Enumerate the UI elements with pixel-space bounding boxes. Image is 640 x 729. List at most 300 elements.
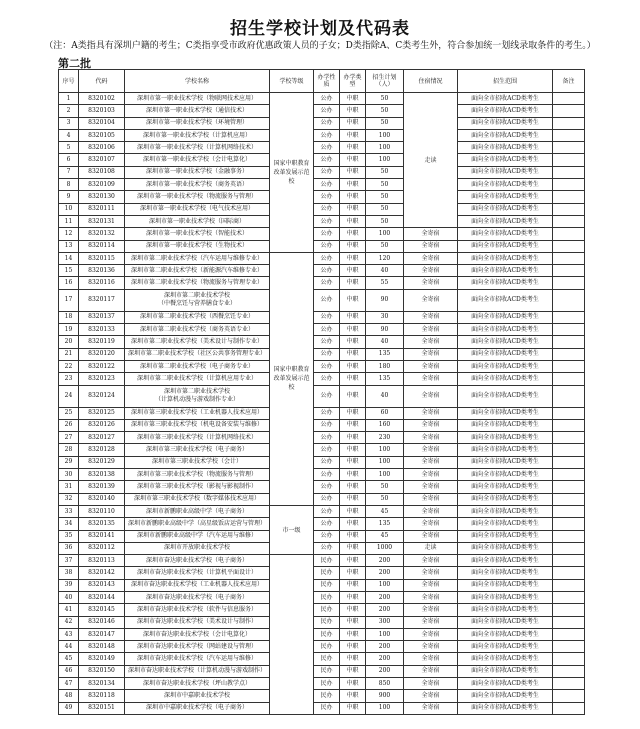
cell-type: 中职 [340,505,366,517]
cell-plan: 55 [366,277,404,289]
table-row [59,591,585,603]
cell-lodging: 全寄宿 [404,653,458,665]
table-row [59,129,585,141]
cell-school: 深圳市奋达职业技术学校（电子商务） [125,555,270,567]
cell-plan: 200 [366,567,404,579]
cell-type: 中职 [340,324,366,336]
cell-plan: 200 [366,641,404,653]
cell-nature: 公办 [314,348,340,360]
table-row [59,432,585,444]
cell-code: 8320151 [79,702,125,714]
cell-no: 23 [59,373,79,385]
cell-no: 14 [59,252,79,264]
cell-school: 深圳市第一职业技术学校（物联网技术应用） [125,93,270,105]
cell-school: 深圳市第二职业技术学校（计算机应用专业） [125,373,270,385]
cell-school: 深圳市第一职业技术学校（物流服务与管理） [125,191,270,203]
cell-nature: 公办 [314,289,340,311]
cell-code: 8320146 [79,616,125,628]
cell-school: 深圳市第二职业技术学校（物流服务与管理专业） [125,277,270,289]
cell-nature: 公办 [314,432,340,444]
cell-lodging: 全寄宿 [404,252,458,264]
cell-school: 深圳市第一职业技术学校（商务英语） [125,179,270,191]
cell-scope: 面向全市招收ACD类考生 [458,215,553,227]
cell-type: 中职 [340,493,366,505]
cell-type: 中职 [340,604,366,616]
cell-code: 8320130 [79,191,125,203]
cell-nature: 公办 [314,336,340,348]
table-row [59,530,585,542]
table-row [59,215,585,227]
table-row [59,542,585,554]
cell-type: 中职 [340,444,366,456]
cell-nature: 民办 [314,678,340,690]
cell-school: 深圳市第二职业技术学校（新能源汽车维修专业） [125,265,270,277]
cell-nature: 公办 [314,228,340,240]
cell-type: 中职 [340,360,366,372]
cell-school: 深圳市第一职业技术学校（环境管理） [125,117,270,129]
cell-type: 中职 [340,348,366,360]
cell-type: 中职 [340,591,366,603]
header-plan: 招生计划（人） [366,70,404,93]
cell-code: 8320150 [79,665,125,677]
cell-remark [553,702,585,714]
table-row [59,373,585,385]
cell-remark [553,641,585,653]
cell-lodging: 走读 [404,93,458,228]
cell-lodging: 全寄宿 [404,481,458,493]
cell-type: 中职 [340,407,366,419]
cell-code: 8320135 [79,518,125,530]
cell-school: 深圳市奋达职业技术学校（软件与信息服务） [125,604,270,616]
cell-nature: 公办 [314,311,340,323]
cell-type: 中职 [340,117,366,129]
cell-lodging: 全寄宿 [404,702,458,714]
cell-grade: 国家中职教育改革发展示范校 [270,252,314,505]
cell-type: 中职 [340,289,366,311]
cell-code: 8320128 [79,444,125,456]
cell-type: 中职 [340,616,366,628]
cell-type: 中职 [340,179,366,191]
cell-nature: 公办 [314,518,340,530]
cell-scope: 面向全市招收ACD类考生 [458,456,553,468]
cell-plan: 200 [366,665,404,677]
cell-plan: 100 [366,444,404,456]
cell-plan: 50 [366,203,404,215]
cell-scope: 面向全市招收ACD类考生 [458,154,553,166]
cell-scope: 面向全市招收ACD类考生 [458,142,553,154]
cell-code: 8320127 [79,432,125,444]
cell-school: 深圳市奋达职业技术学校（汽车运用与维修） [125,653,270,665]
cell-code: 8320125 [79,407,125,419]
cell-nature: 公办 [314,407,340,419]
cell-remark [553,360,585,372]
cell-type: 中职 [340,265,366,277]
cell-lodging: 全寄宿 [404,265,458,277]
cell-nature: 公办 [314,469,340,481]
cell-remark [553,385,585,407]
table-row [59,518,585,530]
cell-plan: 100 [366,469,404,481]
cell-scope: 面向全市招收ACD类考生 [458,542,553,554]
cell-remark [553,228,585,240]
cell-type: 中职 [340,678,366,690]
cell-remark [553,277,585,289]
table-row [59,277,585,289]
cell-code: 8320132 [79,228,125,240]
cell-nature: 公办 [314,373,340,385]
cell-school: 深圳市第一职业技术学校（会计电算化） [125,154,270,166]
cell-remark [553,215,585,227]
cell-scope: 面向全市招收ACD类考生 [458,240,553,252]
cell-type: 中职 [340,653,366,665]
table-row [59,690,585,702]
cell-school: 深圳市奋达职业技术学校（网站建设与管理） [125,641,270,653]
cell-lodging: 全寄宿 [404,324,458,336]
cell-code: 8320103 [79,105,125,117]
header-scope: 招生范围 [458,70,553,93]
cell-remark [553,348,585,360]
cell-code: 8320138 [79,469,125,481]
cell-code: 8320140 [79,493,125,505]
cell-no: 37 [59,555,79,567]
cell-code: 8320148 [79,641,125,653]
cell-nature: 公办 [314,542,340,554]
cell-plan: 50 [366,240,404,252]
cell-lodging: 全寄宿 [404,444,458,456]
cell-school: 深圳市奋达职业技术学校（计算机动漫与游戏制作） [125,665,270,677]
cell-code: 8320123 [79,373,125,385]
cell-school: 深圳市第三职业技术学校（会计） [125,456,270,468]
cell-code: 8320122 [79,360,125,372]
cell-type: 中职 [340,419,366,431]
cell-school: 深圳市第一职业技术学校（电气技术应用） [125,203,270,215]
table-row [59,469,585,481]
cell-school: 深圳市第二职业技术学校（商务英语专业） [125,324,270,336]
cell-school: 深圳市第一职业技术学校（金融事务） [125,166,270,178]
cell-scope: 面向全市招收ACD类考生 [458,567,553,579]
cell-remark [553,579,585,591]
cell-code: 8320105 [79,129,125,141]
cell-plan: 160 [366,419,404,431]
table-row [59,505,585,517]
cell-lodging: 全寄宿 [404,311,458,323]
header-remark: 备注 [553,70,585,93]
table-row [59,653,585,665]
cell-plan: 90 [366,289,404,311]
cell-code: 8320114 [79,240,125,252]
cell-school: 深圳市第三职业技术学校（物流服务与管理） [125,469,270,481]
cell-no: 36 [59,542,79,554]
cell-no: 46 [59,665,79,677]
cell-no: 11 [59,215,79,227]
cell-code: 8320147 [79,628,125,640]
cell-no: 28 [59,444,79,456]
cell-nature: 民办 [314,567,340,579]
cell-no: 24 [59,385,79,407]
table-row [59,419,585,431]
cell-remark [553,469,585,481]
cell-school: 深圳市奋达职业技术学校（美术设计与制作） [125,616,270,628]
cell-code: 8320131 [79,215,125,227]
cell-nature: 民办 [314,641,340,653]
cell-nature: 公办 [314,215,340,227]
table-row [59,678,585,690]
header-no: 序号 [59,70,79,93]
cell-type: 中职 [340,129,366,141]
cell-no: 34 [59,518,79,530]
cell-scope: 面向全市招收ACD类考生 [458,348,553,360]
cell-school: 深圳市第一职业技术学校（生物技术） [125,240,270,252]
cell-remark [553,311,585,323]
cell-remark [553,324,585,336]
cell-code: 8320124 [79,385,125,407]
cell-code: 8320106 [79,142,125,154]
table-row [59,348,585,360]
cell-nature: 公办 [314,154,340,166]
cell-code: 8320144 [79,591,125,603]
cell-code: 8320126 [79,419,125,431]
cell-remark [553,444,585,456]
cell-school: 深圳市第二职业技术学校（汽车运用与维修专业） [125,252,270,264]
header-code: 代码 [79,70,125,93]
cell-code: 8320110 [79,505,125,517]
cell-type: 中职 [340,469,366,481]
cell-type: 中职 [340,191,366,203]
cell-scope: 面向全市招收ACD类考生 [458,493,553,505]
cell-nature: 民办 [314,653,340,665]
cell-remark [553,93,585,105]
cell-lodging: 全寄宿 [404,360,458,372]
cell-type: 中职 [340,215,366,227]
cell-no: 13 [59,240,79,252]
table-row [59,407,585,419]
cell-scope: 面向全市招收ACD类考生 [458,277,553,289]
cell-type: 中职 [340,228,366,240]
cell-nature: 民办 [314,702,340,714]
cell-scope: 面向全市招收ACD类考生 [458,93,553,105]
cell-scope: 面向全市招收ACD类考生 [458,432,553,444]
cell-no: 29 [59,456,79,468]
cell-school: 深圳市中嘉职业技术学校（电子商务） [125,702,270,714]
school-line-2: （计算机动漫与游戏制作专业） [154,396,239,404]
cell-nature: 公办 [314,419,340,431]
cell-code: 8320104 [79,117,125,129]
cell-scope: 面向全市招收ACD类考生 [458,289,553,311]
cell-lodging: 全寄宿 [404,616,458,628]
cell-remark [553,154,585,166]
cell-scope: 面向全市招收ACD类考生 [458,530,553,542]
cell-plan: 1000 [366,542,404,554]
cell-plan: 60 [366,407,404,419]
cell-no: 1 [59,93,79,105]
cell-plan: 100 [366,228,404,240]
cell-lodging: 全寄宿 [404,628,458,640]
table-row [59,385,585,407]
cell-type: 中职 [340,166,366,178]
cell-lodging: 全寄宿 [404,604,458,616]
cell-plan: 230 [366,432,404,444]
cell-plan: 200 [366,555,404,567]
cell-lodging: 全寄宿 [404,336,458,348]
cell-no: 44 [59,641,79,653]
page-note: （注：A类指具有深圳户籍的考生；C类指享受市政府优惠政策人员的子女；D类指除A、C类考生外，符合参加统一划线录取条件的考生。） [44,41,596,51]
cell-plan: 50 [366,191,404,203]
cell-lodging: 全寄宿 [404,505,458,517]
cell-nature: 公办 [314,385,340,407]
cell-code: 8320117 [79,289,125,311]
cell-school [125,289,270,311]
cell-nature: 公办 [314,481,340,493]
cell-lodging: 全寄宿 [404,240,458,252]
cell-school: 深圳市第一职业技术学校（国际商） [125,215,270,227]
cell-no: 3 [59,117,79,129]
cell-lodging: 全寄宿 [404,385,458,407]
table-row [59,336,585,348]
school-line-1: 深圳市第二职业技术学校 [163,292,230,300]
cell-no: 4 [59,129,79,141]
cell-lodging: 全寄宿 [404,530,458,542]
cell-scope: 面向全市招收ACD类考生 [458,665,553,677]
cell-nature: 公办 [314,203,340,215]
cell-remark [553,105,585,117]
cell-no: 48 [59,690,79,702]
cell-no: 43 [59,628,79,640]
cell-plan: 45 [366,530,404,542]
cell-remark [553,203,585,215]
cell-plan: 100 [366,154,404,166]
cell-code: 8320149 [79,653,125,665]
cell-grade: 市一级 [270,505,314,554]
cell-school: 深圳市第三职业技术学校（电子商务） [125,444,270,456]
cell-school: 深圳市中嘉职业技术学校 [125,690,270,702]
cell-type: 中职 [340,240,366,252]
cell-remark [553,252,585,264]
table-header-row [59,70,585,93]
table-row [59,456,585,468]
cell-nature: 民办 [314,591,340,603]
cell-school: 深圳市第一职业技术学校（计算机应用） [125,129,270,141]
cell-lodging: 全寄宿 [404,591,458,603]
cell-remark [553,265,585,277]
table-row [59,105,585,117]
cell-remark [553,690,585,702]
cell-no: 20 [59,336,79,348]
cell-school: 深圳市第三职业技术学校（影视与影视制作） [125,481,270,493]
cell-plan: 120 [366,252,404,264]
table-row [59,142,585,154]
cell-plan: 50 [366,481,404,493]
header-school: 学校名称 [125,70,270,93]
cell-no: 40 [59,591,79,603]
cell-remark [553,604,585,616]
cell-nature: 公办 [314,93,340,105]
cell-scope: 面向全市招收ACD类考生 [458,481,553,493]
cell-code: 8320136 [79,265,125,277]
cell-type: 中职 [340,336,366,348]
cell-nature: 公办 [314,493,340,505]
cell-plan: 100 [366,129,404,141]
cell-scope: 面向全市招收ACD类考生 [458,117,553,129]
cell-remark [553,628,585,640]
cell-no: 38 [59,567,79,579]
cell-plan: 50 [366,93,404,105]
cell-scope: 面向全市招收ACD类考生 [458,407,553,419]
cell-lodging: 全寄宿 [404,432,458,444]
cell-plan: 200 [366,591,404,603]
cell-no: 18 [59,311,79,323]
table-row [59,166,585,178]
cell-no: 47 [59,678,79,690]
cell-no: 9 [59,191,79,203]
cell-scope: 面向全市招收ACD类考生 [458,518,553,530]
cell-code: 8320141 [79,530,125,542]
cell-school: 深圳市第三职业技术学校（机电设备安装与维修） [125,419,270,431]
cell-type: 中职 [340,277,366,289]
cell-scope: 面向全市招收ACD类考生 [458,555,553,567]
cell-plan: 50 [366,179,404,191]
cell-no: 27 [59,432,79,444]
cell-type: 中职 [340,93,366,105]
cell-lodging: 全寄宿 [404,373,458,385]
cell-school: 深圳市第二职业技术学校（社区公共事务管理专业） [125,348,270,360]
cell-plan: 135 [366,518,404,530]
batch-label: 第二批 [58,57,91,70]
cell-nature: 公办 [314,166,340,178]
cell-remark [553,555,585,567]
cell-nature: 民办 [314,604,340,616]
table-row [59,579,585,591]
cell-remark [553,567,585,579]
cell-scope: 面向全市招收ACD类考生 [458,444,553,456]
cell-lodging: 全寄宿 [404,228,458,240]
cell-lodging: 全寄宿 [404,555,458,567]
cell-lodging: 全寄宿 [404,690,458,702]
cell-lodging: 全寄宿 [404,469,458,481]
cell-nature: 公办 [314,191,340,203]
cell-remark [553,117,585,129]
cell-school: 深圳市奋达职业技术学校（工业机器人技术应用） [125,579,270,591]
cell-remark [553,142,585,154]
cell-no: 45 [59,653,79,665]
table-row [59,628,585,640]
cell-type: 中职 [340,665,366,677]
table-row [59,154,585,166]
cell-type: 中职 [340,311,366,323]
cell-nature: 公办 [314,240,340,252]
table-row [59,117,585,129]
cell-code: 8320116 [79,277,125,289]
cell-plan: 180 [366,360,404,372]
cell-remark [553,505,585,517]
cell-code: 8320107 [79,154,125,166]
cell-nature: 公办 [314,456,340,468]
cell-school: 深圳市新鹏职业高级中学（高星级饭店运营与管理） [125,518,270,530]
cell-plan: 50 [366,215,404,227]
cell-scope: 面向全市招收ACD类考生 [458,191,553,203]
cell-remark [553,591,585,603]
cell-school: 深圳市第一职业技术学校（计算机网络技术） [125,142,270,154]
table-row [59,311,585,323]
cell-remark [553,530,585,542]
cell-no: 42 [59,616,79,628]
cell-type: 中职 [340,373,366,385]
cell-code: 8320111 [79,203,125,215]
table-row [59,493,585,505]
cell-code: 8320134 [79,678,125,690]
cell-school: 深圳市新鹏职业高级中学（电子商务） [125,505,270,517]
cell-scope: 面向全市招收ACD类考生 [458,628,553,640]
cell-remark [553,373,585,385]
